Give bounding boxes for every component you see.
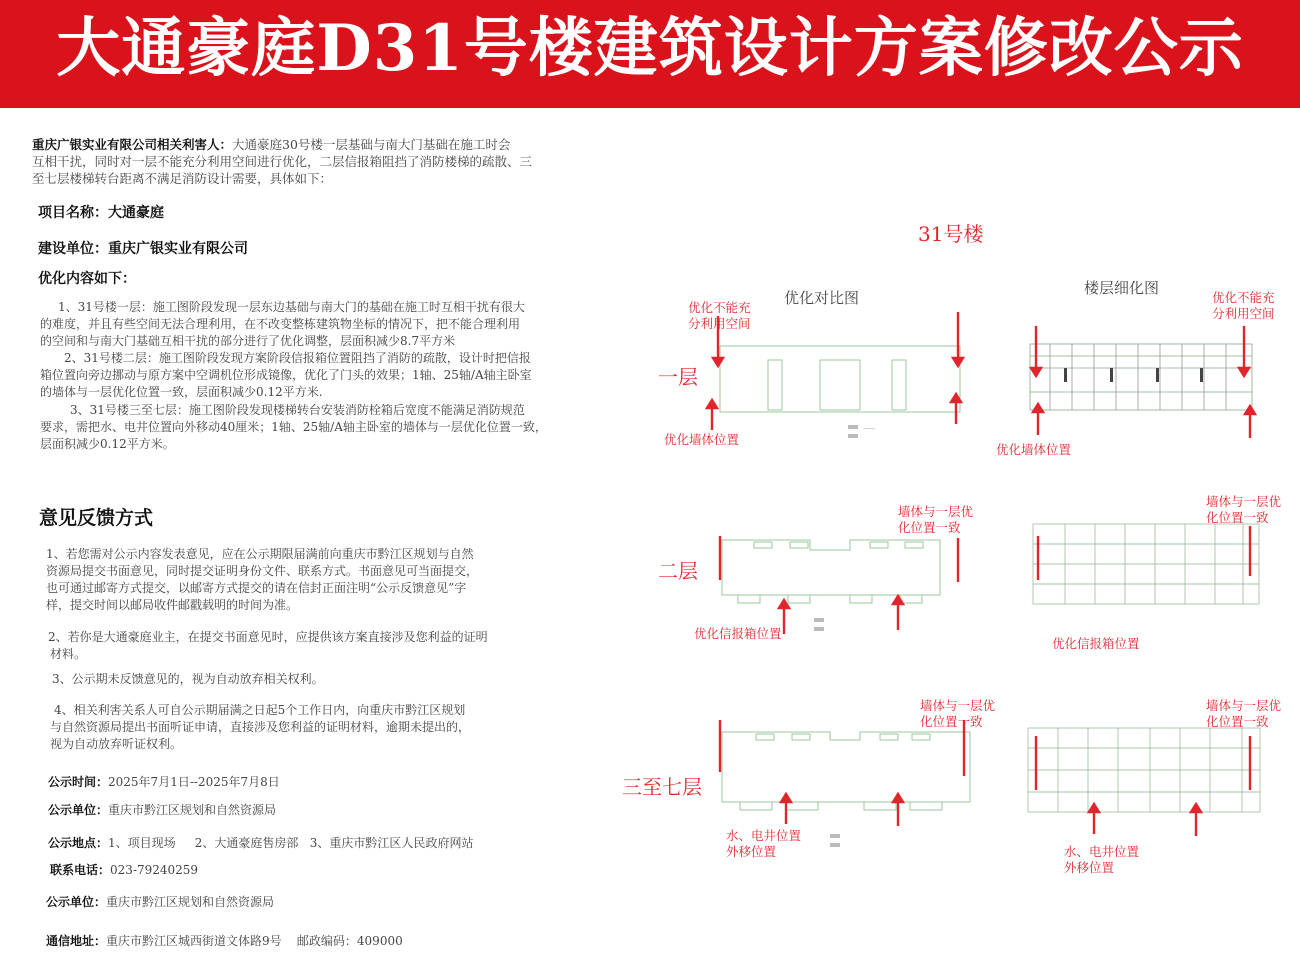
info-address <box>46 932 403 949</box>
f3-wall-left-l2: 化位置一致 <box>920 714 983 729</box>
fb4-line-3: 视为自动放弃听证权利。 <box>50 737 183 751</box>
floor-label-3: 三至七层 <box>622 775 702 799</box>
builder: 建设单位：重庆广银实业有限公司 <box>38 241 248 257</box>
f2-wall-left-l2: 化位置一致 <box>898 520 961 535</box>
svg-text:——: —— <box>863 425 875 432</box>
title-banner <box>0 0 1300 108</box>
f3-wall-left-l1: 墙体与一层优 <box>920 698 996 713</box>
feedback-item-1 <box>46 546 478 614</box>
intro-line-2: 互相干扰，同时对一层不能充分利用空间进行优化，二层信报箱阻挡了消防楼梯的疏散、三 <box>32 154 533 169</box>
project-name: 项目名称：大通豪庭 <box>38 205 164 221</box>
optimization-item-1 <box>40 299 525 350</box>
info-unit <box>48 801 276 818</box>
floor-label-2: 二层 <box>658 559 698 583</box>
info-phone <box>50 861 198 878</box>
fb1-line-1: 1、若您需对公示内容发表意见，应在公示期限届满前向重庆市黔江区规划与自然 <box>46 547 474 561</box>
optimization-title: 优化内容如下： <box>38 271 136 287</box>
fb2-line-2: 材料。 <box>50 647 87 661</box>
f2-wall-right-label <box>1206 494 1281 526</box>
opt2-line-3: 的墙体与一层优化位置一致，层面积减少0.12平方米. <box>40 385 323 399</box>
fb2-line-1: 2、若你是大通豪庭业主，在提交书面意见时，应提供该方案直接涉及您利益的证明 <box>48 630 488 644</box>
f3-shaft-left-l2: 外移位置 <box>726 844 777 859</box>
building-label: 31号楼 <box>918 222 984 246</box>
f1-space-right-l2: 分利用空间 <box>1212 306 1275 321</box>
f3-shaft-left-l1: 水、电井位置 <box>726 828 802 843</box>
feedback-item-2 <box>48 629 488 663</box>
info-unit-2 <box>46 893 274 910</box>
fb1-line-2: 资源局提交书面意见，同时提交证明身份文件、联系方式。书面意见可当面提交， <box>46 564 479 578</box>
f2-wall-right-l1: 墙体与一层优 <box>1206 494 1282 509</box>
info-place <box>48 834 473 851</box>
info-address-label: 通信地址： <box>46 934 107 948</box>
f1-space-right-label <box>1212 290 1275 322</box>
feedback-title: 意见反馈方式 <box>39 507 154 529</box>
info-address-value: 重庆市黔江区城西街道文体路9号 邮政编码：409000 <box>106 934 403 948</box>
feedback-item-3 <box>52 671 324 688</box>
fb4-line-1: 4、相关利害关系人可自公示期届满之日起5个工作日内，向重庆市黔江区规划 <box>54 703 466 717</box>
annotation-arrows <box>640 300 1300 860</box>
f3-wall-right-l2: 化位置一致 <box>1206 714 1269 729</box>
f2-mail-right-label: 优化信报箱位置 <box>1052 636 1140 651</box>
f3-shaft-right-l2: 外移位置 <box>1064 860 1115 875</box>
f2-wall-left-l1: 墙体与一层优 <box>898 504 974 519</box>
info-time-label: 公示时间： <box>48 775 109 789</box>
opt2-line-1: 2、31号楼二层：施工图阶段发现方案阶段信报箱位置阻挡了消防的疏散，设计时把信报 <box>64 351 531 365</box>
info-unit-2-label: 公示单位： <box>46 895 107 909</box>
fb4-line-2: 与自然资源局提出书面听证申请，直接涉及您利益的证明材料，逾期未提出的， <box>50 720 471 734</box>
f1-wall-left-label: 优化墙体位置 <box>664 432 740 447</box>
f1-space-left-label <box>688 300 751 332</box>
f1-wall-right-label: 优化墙体位置 <box>996 442 1072 457</box>
f3-shaft-right-label <box>1064 844 1139 876</box>
info-unit-2-value: 重庆市黔江区规划和自然资源局 <box>106 895 275 909</box>
optimization-item-2 <box>40 350 532 401</box>
intro-line-3: 至七层楼梯转台距离不满足消防设计需要，具体如下： <box>32 171 333 186</box>
page-title: 大通豪庭D31号楼建筑设计方案修改公示 <box>56 11 1244 86</box>
f2-wall-left-label <box>898 504 973 536</box>
fb1-line-3: 也可通过邮寄方式提交，以邮寄方式提交的请在信封正面注明“公示反馈意见”字 <box>46 581 467 595</box>
fb1-line-4: 样，提交时间以邮局收件邮戳载明的时间为准。 <box>46 598 299 612</box>
f2-mail-left-label: 优化信报箱位置 <box>694 626 782 641</box>
opt1-line-2: 的难度，并且有些空间无法合理利用，在不改变整栋建筑物坐标的情况下，把不能合理利用 <box>40 317 521 331</box>
intro-text-1: 大通豪庭30号楼一层基础与南大门基础在施工时会 <box>232 137 511 152</box>
opt3-line-1: 3、31号楼三至七层：施工图阶段发现楼梯转台安装消防栓箱后宽度不能满足消防规范 <box>70 403 525 417</box>
info-place-label: 公示地点： <box>48 836 109 850</box>
detail-title: 楼层细化图 <box>1084 279 1160 297</box>
info-unit-label: 公示单位： <box>48 803 109 817</box>
info-phone-label: 联系电话： <box>50 863 111 877</box>
info-time-value: 2025年7月1日--2025年7月8日 <box>108 775 280 789</box>
info-phone-value: 023-79240259 <box>110 863 199 877</box>
f1-space-left-l2: 分利用空间 <box>688 316 751 331</box>
f3-wall-left-label <box>920 698 995 730</box>
compare-title: 优化对比图 <box>784 289 860 307</box>
info-unit-value: 重庆市黔江区规划和自然资源局 <box>108 803 277 817</box>
f3-wall-right-l1: 墙体与一层优 <box>1206 698 1282 713</box>
floor-label-1: 一层 <box>658 365 698 389</box>
intro-line-1 <box>32 136 510 153</box>
f1-space-left-l1: 优化不能充 <box>688 300 751 315</box>
f3-shaft-left-label <box>726 828 801 860</box>
optimization-item-3 <box>40 402 547 453</box>
f1-space-right-l1: 优化不能充 <box>1212 290 1275 305</box>
opt3-line-3: 层面积减少0.12平方米。 <box>40 437 175 451</box>
fb3-line-1: 3、公示期未反馈意见的，视为自动放弃相关权利。 <box>52 672 324 686</box>
opt1-line-1: 1、31号楼一层：施工图阶段发现一层东边基础与南大门的基础在施工时互相干扰有很大 <box>58 300 525 314</box>
f3-wall-right-label <box>1206 698 1281 730</box>
opt1-line-3: 的空间和与南大门基础互相干扰的部分进行了优化调整，层面积减少8.7平方米 <box>40 334 456 348</box>
opt3-line-2: 要求，需把水、电井位置向外移动40厘米；1轴、25轴/A轴主卧室的墙体与一层优化位置一致， <box>40 420 547 434</box>
opt2-line-2: 箱位置向旁边挪动与原方案中空调机位形成镜像，优化了门头的效果；1轴、25轴/A轴主卧室 <box>40 368 532 382</box>
intro-lead: 重庆广银实业有限公司相关利害人： <box>32 137 233 152</box>
f3-shaft-right-l1: 水、电井位置 <box>1064 844 1140 859</box>
info-time <box>48 773 280 790</box>
feedback-item-4 <box>50 702 470 753</box>
info-place-value: 1、项目现场 2、大通豪庭售房部 3、重庆市黔江区人民政府网站 <box>108 836 474 850</box>
f2-wall-right-l2: 化位置一致 <box>1206 510 1269 525</box>
